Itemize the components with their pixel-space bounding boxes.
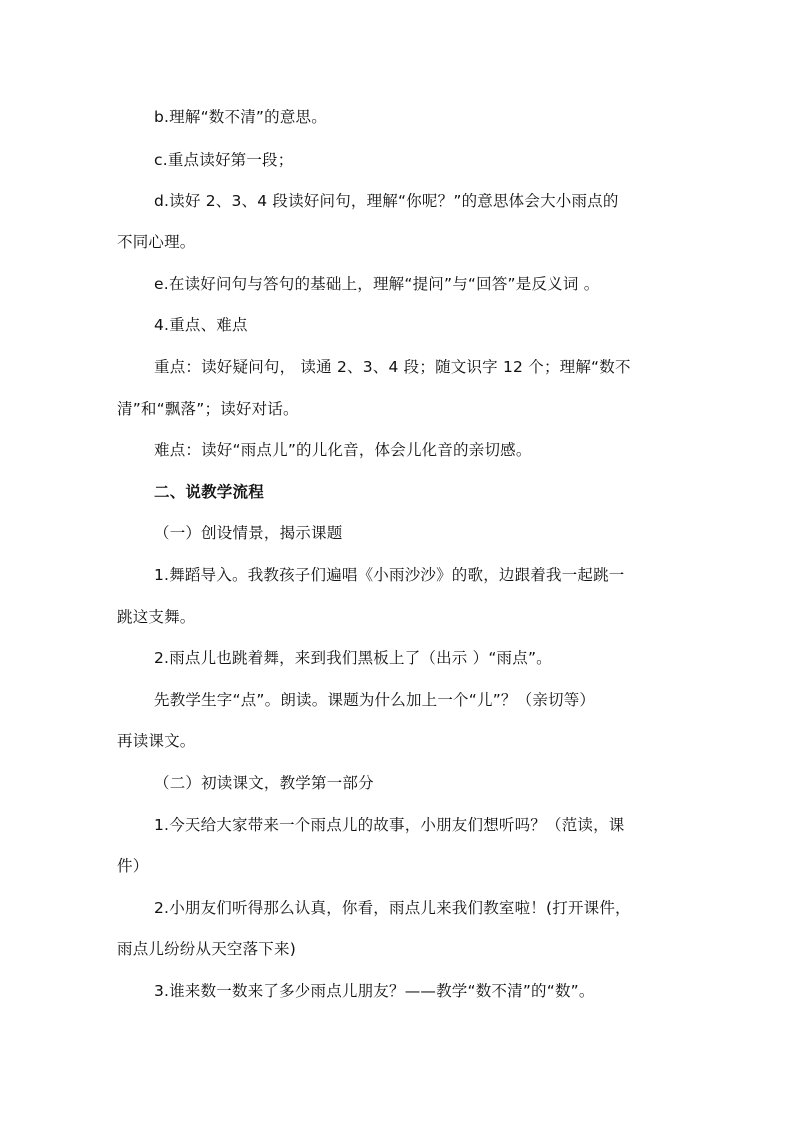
key-points-paragraph: 重点：读好疑问句， 读通 2、3、4 段；随文识字 12 个；理解“数不	[154, 358, 631, 376]
step-1: 1.舞蹈导入。我教孩子们遍唱《小雨沙沙》的歌，边跟着我一起跳一	[154, 566, 625, 584]
difficult-points-paragraph: 难点：读好“雨点儿”的儿化音，体会儿化音的亲切感。	[154, 441, 532, 459]
step-1-continued: 跳这支舞。	[117, 608, 196, 626]
section-heading-key-points: 4.重点、难点	[154, 316, 248, 334]
item-c: c.重点读好第一段；	[154, 151, 294, 169]
paragraph-teach-character: 先教学生字“点”。朗读。课题为什么加上一个“儿”？（亲切等）	[154, 691, 596, 709]
item-b: b.理解“数不清”的意思。	[154, 108, 327, 126]
item-d: d.读好 2、3、4 段读好问句，理解“你呢？”的意思体会大小雨点的	[154, 192, 619, 210]
step-2: 2.雨点儿也跳着舞，来到我们黑板上了（出示 ）“雨点”。	[154, 649, 552, 667]
key-points-paragraph-continued: 清”和“飘落”；读好对话。	[117, 400, 299, 418]
subsection-heading-1: （一）创设情景，揭示课题	[154, 524, 343, 542]
step-2-1-continued: 件）	[117, 857, 149, 875]
step-2-2-continued: 雨点儿纷纷从天空落下来)	[117, 940, 296, 958]
paragraph-teach-character-continued: 再读课文。	[117, 732, 196, 750]
item-e: e.在读好问句与答句的基础上，理解“提问”与“回答”是反义词 。	[154, 275, 600, 293]
step-2-1: 1.今天给大家带来一个雨点儿的故事，小朋友们想听吗？（范读，课	[154, 816, 625, 834]
subsection-heading-2: （二）初读课文，教学第一部分	[154, 774, 374, 792]
section-heading-teaching-process: 二、说教学流程	[154, 483, 264, 501]
step-2-2: 2.小朋友们听得那么认真，你看，雨点儿来我们教室啦！(打开课件，	[154, 899, 631, 917]
item-d-continued: 不同心理。	[117, 233, 196, 251]
step-2-3: 3.谁来数一数来了多少雨点儿朋友？——教学“数不清”的“数”。	[154, 982, 595, 1000]
